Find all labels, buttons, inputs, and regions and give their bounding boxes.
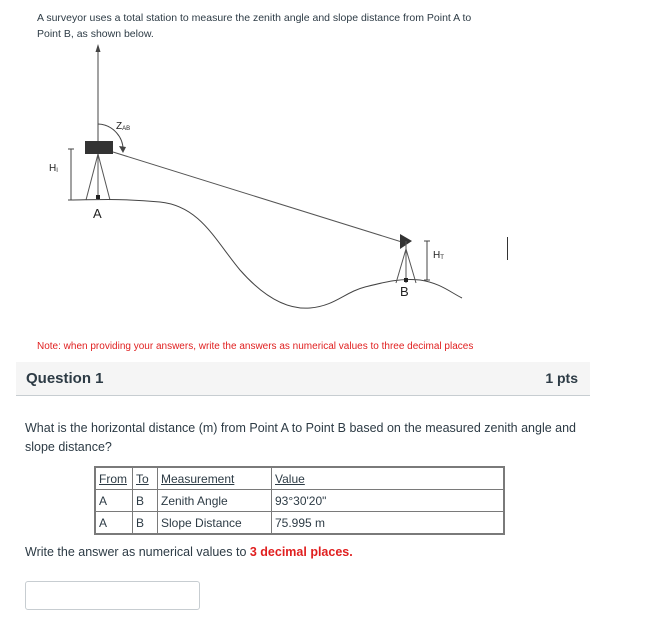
zab-label: ZAB [116,121,131,132]
header-measurement: Measurement [158,467,272,490]
header-value: Value [272,467,505,490]
point-b-marker [404,278,408,282]
zenith-arrow [96,44,101,52]
cell-measurement: Slope Distance [158,512,272,535]
cell-from: A [95,512,133,535]
instruction-prefix: Write the answer as numerical values to [25,545,250,559]
total-station [85,141,113,154]
cell-from: A [95,490,133,512]
hi-label: HI [49,163,58,174]
point-a-label: A [93,206,102,221]
question-points: 1 pts [545,370,578,386]
answer-note: Note: when providing your answers, write the answers as numerical values to three decimal places [37,341,474,352]
answer-input[interactable] [25,581,200,610]
cell-to: B [133,490,158,512]
table-row [95,490,504,512]
ht-label: HT [433,250,444,261]
question-text: What is the horizontal distance (m) from Point A to Point B based on the measured zenith angle and slope distance? [25,421,577,454]
point-a-marker [96,195,100,199]
intro-text: A surveyor uses a total station to measure the zenith angle and slope distance from Point A to Point B, as shown below. [37,12,472,40]
instruction-highlight: 3 decimal places. [249,545,353,559]
sight-line [113,152,405,243]
header-from: From [95,467,133,490]
measurement-table [94,466,505,535]
cell-value: 75.995 m [272,512,505,535]
header-to: To [133,467,158,490]
cell-to: B [133,512,158,535]
point-b-label: B [400,284,409,299]
zenith-arc-arrow [119,146,126,153]
text-cursor [507,237,508,260]
answer-instruction [25,545,353,559]
survey-diagram [0,40,653,330]
question-title: Question 1 [26,370,104,387]
cell-measurement: Zenith Angle [158,490,272,512]
question-header [16,362,590,396]
table-row [95,512,504,535]
cell-value: 93°30'20" [272,490,505,512]
table-header-row [95,467,504,490]
